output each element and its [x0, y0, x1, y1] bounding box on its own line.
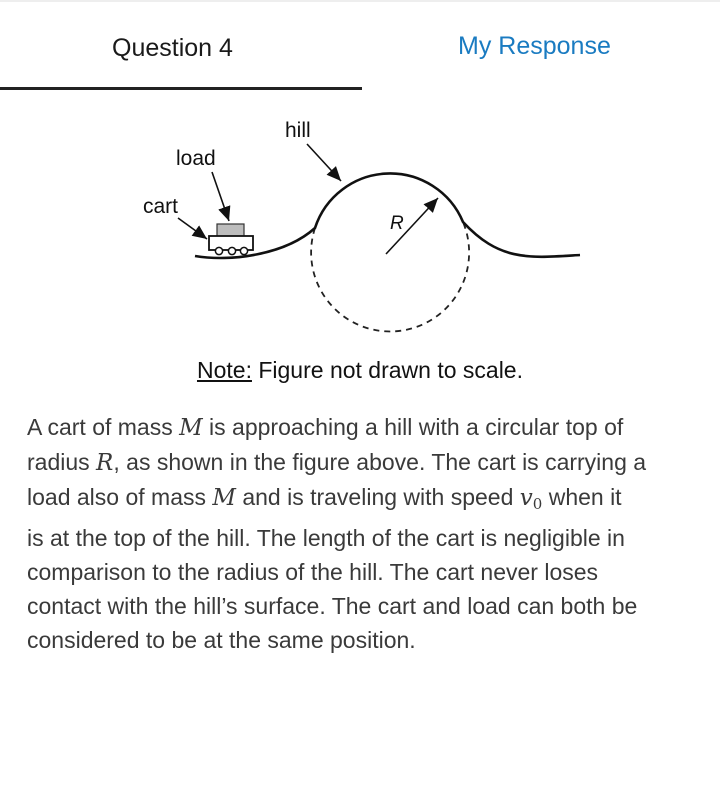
hill-arrow — [307, 144, 341, 181]
hill-diagram — [0, 100, 720, 350]
load-label: load — [176, 147, 216, 170]
dashed-circle — [311, 222, 469, 331]
cart-with-load — [209, 224, 253, 255]
cart-label: cart — [143, 195, 179, 218]
problem-line: load also of mass M and is traveling with speed $v_0$ when it — [27, 484, 622, 513]
problem-statement — [27, 410, 699, 657]
figure-note — [0, 357, 720, 384]
cart-wheel — [240, 247, 247, 254]
load-arrow — [212, 172, 229, 221]
tab-question[interactable] — [0, 0, 362, 90]
problem-line: A cart of mass M is approaching a hill with a circular top of — [27, 414, 624, 441]
cart-wheel — [215, 247, 222, 254]
tab-my-response-label: My Response — [458, 32, 611, 60]
tab-my-response[interactable] — [362, 0, 720, 90]
tab-bar — [0, 0, 720, 90]
tab-question-label: Question 4 — [112, 34, 233, 62]
hill-figure — [0, 100, 720, 350]
load-block — [217, 224, 244, 237]
problem-line: contact with the hill’s surface. The cart and load can both be — [27, 593, 638, 619]
problem-line: radius R, as shown in the figure above. The cart is carrying a — [27, 449, 647, 476]
problem-line: is at the top of the hill. The length of the cart is negligible in — [27, 525, 625, 551]
note-prefix: Note: — [196, 357, 252, 383]
active-tab-indicator — [0, 87, 362, 90]
note-text: Figure not drawn to scale. — [251, 357, 523, 383]
problem-line: comparison to the radius of the hill. The cart never loses — [27, 559, 599, 585]
radius-label: R — [390, 213, 404, 234]
cart-wheel — [228, 247, 235, 254]
hill-label: hill — [285, 119, 311, 142]
cart-arrow — [178, 218, 207, 239]
problem-line: considered to be at the same position. — [27, 627, 416, 653]
